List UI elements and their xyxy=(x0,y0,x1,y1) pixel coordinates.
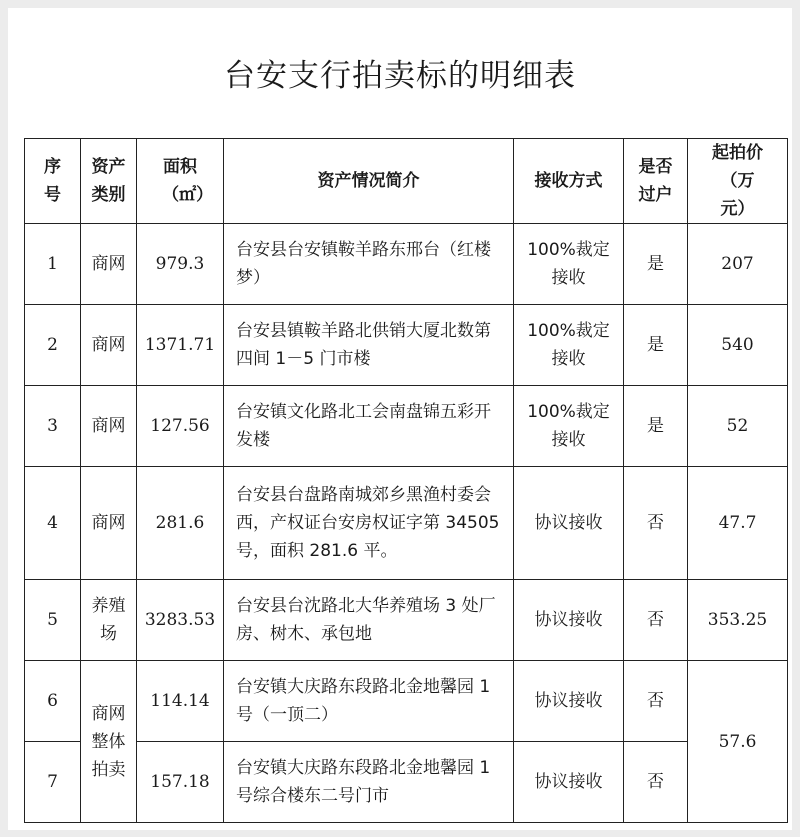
cell-price: 47.7 xyxy=(688,467,788,580)
table-row xyxy=(25,386,788,467)
cell-description: 台安镇文化路北工会南盘锦五彩开发楼 xyxy=(224,386,514,467)
cell-area: 3283.53 xyxy=(137,580,224,661)
cell-method: 协议接收 xyxy=(514,580,624,661)
cell-index: 1 xyxy=(25,224,81,305)
cell-method: 协议接收 xyxy=(514,467,624,580)
cell-index: 4 xyxy=(25,467,81,580)
cell-method: 协议接收 xyxy=(514,742,624,823)
cell-method: 协议接收 xyxy=(514,661,624,742)
cell-index: 5 xyxy=(25,580,81,661)
header-description: 资产情况简介 xyxy=(224,139,514,224)
cell-category: 商网 xyxy=(81,467,137,580)
cell-transfer: 是 xyxy=(624,224,688,305)
cell-description: 台安县台安镇鞍羊路东邢台（红楼梦） xyxy=(224,224,514,305)
cell-description: 台安镇大庆路东段路北金地馨园 1 号（一顶二） xyxy=(224,661,514,742)
cell-transfer: 否 xyxy=(624,661,688,742)
cell-category-merged: 商网整体拍卖 xyxy=(81,661,137,823)
cell-transfer: 是 xyxy=(624,305,688,386)
cell-method: 100%裁定接收 xyxy=(514,386,624,467)
table-row xyxy=(25,742,788,823)
cell-category: 商网 xyxy=(81,386,137,467)
cell-area: 1371.71 xyxy=(137,305,224,386)
header-category: 资产类别 xyxy=(81,139,137,224)
cell-price-merged: 57.6 xyxy=(688,661,788,823)
cell-description: 台安镇大庆路东段路北金地馨园 1 号综合楼东二号门市 xyxy=(224,742,514,823)
cell-area: 127.56 xyxy=(137,386,224,467)
table-row xyxy=(25,467,788,580)
cell-index: 3 xyxy=(25,386,81,467)
cell-description: 台安县台盘路南城郊乡黑渔村委会西，产权证台安房权证字第 34505 号，面积 281.6 平。 xyxy=(224,467,514,580)
cell-area: 157.18 xyxy=(137,742,224,823)
cell-transfer: 否 xyxy=(624,467,688,580)
header-price: 起拍价（万元） xyxy=(688,139,788,224)
cell-category: 商网 xyxy=(81,224,137,305)
cell-method: 100%裁定接收 xyxy=(514,305,624,386)
cell-area: 979.3 xyxy=(137,224,224,305)
cell-description: 台安县台沈路北大华养殖场 3 处厂房、树木、承包地 xyxy=(224,580,514,661)
cell-category: 商网 xyxy=(81,305,137,386)
table-row xyxy=(25,305,788,386)
cell-category: 养殖场 xyxy=(81,580,137,661)
cell-method: 100%裁定接收 xyxy=(514,224,624,305)
header-row xyxy=(25,139,788,224)
cell-price: 52 xyxy=(688,386,788,467)
cell-index: 6 xyxy=(25,661,81,742)
cell-transfer: 是 xyxy=(624,386,688,467)
table-row xyxy=(25,580,788,661)
auction-table xyxy=(24,138,788,823)
cell-description: 台安县镇鞍羊路北供销大厦北数第四间 1－5 门市楼 xyxy=(224,305,514,386)
cell-index: 7 xyxy=(25,742,81,823)
cell-price: 353.25 xyxy=(688,580,788,661)
cell-area: 114.14 xyxy=(137,661,224,742)
header-method: 接收方式 xyxy=(514,139,624,224)
cell-price: 540 xyxy=(688,305,788,386)
cell-transfer: 否 xyxy=(624,580,688,661)
header-transfer: 是否过户 xyxy=(624,139,688,224)
cell-price: 207 xyxy=(688,224,788,305)
document-page xyxy=(8,8,792,830)
cell-area: 281.6 xyxy=(137,467,224,580)
header-index: 序号 xyxy=(25,139,81,224)
cell-transfer: 否 xyxy=(624,742,688,823)
header-area: 面积（㎡） xyxy=(137,139,224,224)
table-row xyxy=(25,661,788,742)
cell-index: 2 xyxy=(25,305,81,386)
page-title: 台安支行拍卖标的明细表 xyxy=(224,58,576,94)
table-row xyxy=(25,224,788,305)
